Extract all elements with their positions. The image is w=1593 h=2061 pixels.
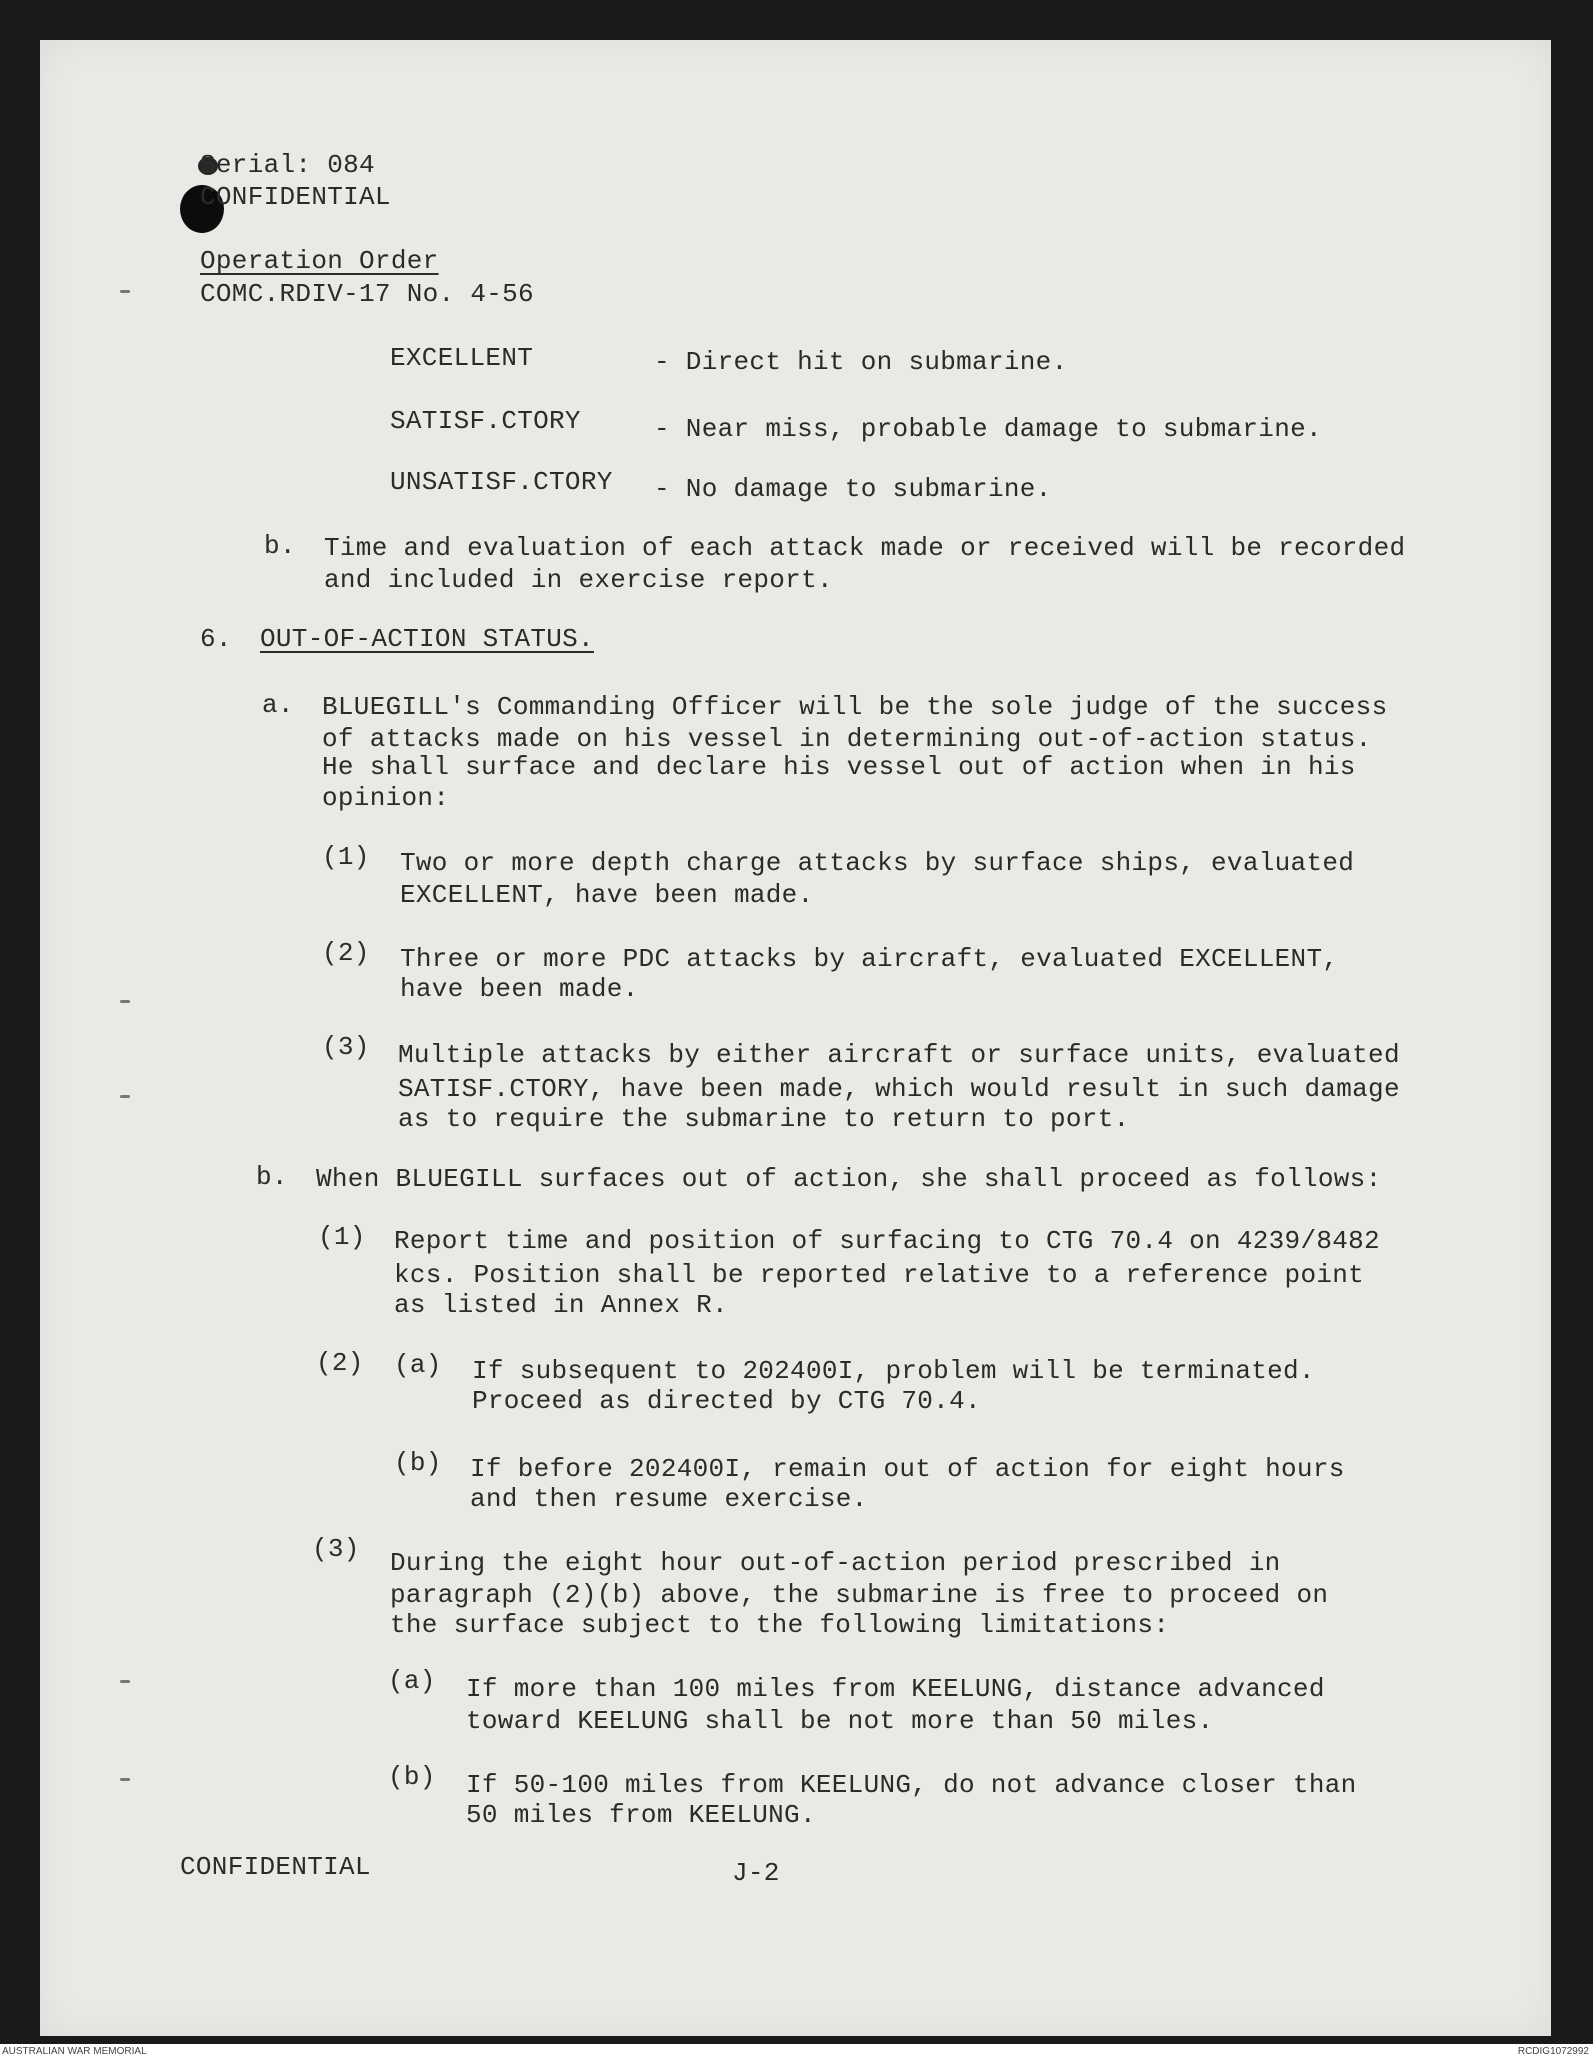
item-marker: b. <box>264 531 296 561</box>
subitem-line: EXCELLENT, have been made. <box>400 880 814 910</box>
order-reference: COMC.RDIV-17 No. 4-56 <box>200 279 534 309</box>
subsubitem-marker: (b) <box>388 1762 436 1792</box>
subitem-marker: (3) <box>312 1534 360 1564</box>
subsubitem-line: 50 miles from KEELUNG. <box>466 1800 816 1830</box>
paragraph-line: He shall surface and declare his vessel out of action when in his <box>322 752 1356 782</box>
subsubitem-line: Proceed as directed by CTG 70.4. <box>472 1386 981 1416</box>
subitem-marker: (3) <box>322 1032 370 1062</box>
subsubitem-marker: (a) <box>388 1666 436 1696</box>
subitem-line: Three or more PDC attacks by aircraft, evaluated EXCELLENT, <box>400 944 1339 974</box>
evaluation-grade: SATISF.CTORY <box>390 406 581 436</box>
paragraph-line: BLUEGILL's Commanding Officer will be the sole judge of the success <box>322 692 1388 722</box>
subsubitem-line: If 50-100 miles from KEELUNG, do not advance closer than <box>466 1770 1357 1800</box>
subitem-line: the surface subject to the following limitations: <box>390 1610 1170 1640</box>
margin-mark <box>120 1680 130 1683</box>
margin-mark <box>120 1095 130 1098</box>
evaluation-description: - No damage to submarine. <box>654 474 1052 504</box>
paragraph-marker: b. <box>256 1162 288 1192</box>
paragraph-marker: a. <box>262 690 294 720</box>
subsubitem-marker: (b) <box>394 1448 442 1478</box>
subitem-marker: (2) <box>322 938 370 968</box>
subitem-marker: (1) <box>322 842 370 872</box>
subsubitem-line: If before 202400I, remain out of action for eight hours <box>470 1454 1345 1484</box>
margin-mark <box>120 1778 130 1781</box>
evaluation-description: - Near miss, probable damage to submarine. <box>654 414 1322 444</box>
subitem-line: as to require the submarine to return to port. <box>398 1104 1130 1134</box>
margin-mark <box>120 290 130 293</box>
serial-number: Serial: 084 <box>200 150 375 180</box>
page-number: J-2 <box>732 1858 780 1888</box>
item-text-line: Time and evaluation of each attack made or received will be recorded <box>324 533 1406 563</box>
order-title: Operation Order <box>200 246 439 276</box>
evaluation-grade: EXCELLENT <box>390 343 534 373</box>
subitem-line: SATISF.CTORY, have been made, which would result in such damage <box>398 1074 1400 1104</box>
paragraph-line: opinion: <box>322 783 450 813</box>
subitem-marker: (1) <box>318 1222 366 1252</box>
subitem-line: paragraph (2)(b) above, the submarine is free to proceed on <box>390 1580 1329 1610</box>
archive-strip <box>0 2044 1593 2061</box>
subitem-line: Report time and position of surfacing to CTG 70.4 on 4239/8482 <box>394 1226 1380 1256</box>
paragraph-line: When BLUEGILL surfaces out of action, she shall proceed as follows: <box>316 1164 1382 1194</box>
section-number: 6. <box>200 624 232 654</box>
evaluation-grade: UNSATISF.CTORY <box>390 467 613 497</box>
archive-credit: AUSTRALIAN WAR MEMORIAL <box>2 2046 147 2057</box>
subsubitem-line: If more than 100 miles from KEELUNG, distance advanced <box>466 1674 1325 1704</box>
paragraph-line: of attacks made on his vessel in determining out-of-action status. <box>322 724 1372 754</box>
subitem-line: as listed in Annex R. <box>394 1290 728 1320</box>
subitem-line: have been made. <box>400 974 639 1004</box>
subitem-line: Two or more depth charge attacks by surface ships, evaluated <box>400 848 1355 878</box>
margin-mark <box>120 1000 130 1003</box>
subsubitem-line: If subsequent to 202400I, problem will be terminated. <box>472 1356 1315 1386</box>
subsubitem-line: toward KEELUNG shall be not more than 50 miles. <box>466 1706 1214 1736</box>
subitem-line: Multiple attacks by either aircraft or surface units, evaluated <box>398 1040 1400 1070</box>
archive-id: RCDIG1072992 <box>1517 2046 1589 2057</box>
subitem-line: kcs. Position shall be reported relative to a reference point <box>394 1260 1365 1290</box>
classification-top: CONFIDENTIAL <box>200 182 391 212</box>
evaluation-description: - Direct hit on submarine. <box>654 347 1068 377</box>
section-title: OUT-OF-ACTION STATUS. <box>260 624 594 654</box>
subsubitem-line: and then resume exercise. <box>470 1484 868 1514</box>
subitem-line: During the eight hour out-of-action period prescribed in <box>390 1548 1281 1578</box>
classification-bottom: CONFIDENTIAL <box>180 1852 371 1882</box>
item-text-line: and included in exercise report. <box>324 565 833 595</box>
subitem-marker: (2) <box>316 1348 364 1378</box>
subsubitem-marker: (a) <box>394 1350 442 1380</box>
document-page <box>40 40 1551 2036</box>
